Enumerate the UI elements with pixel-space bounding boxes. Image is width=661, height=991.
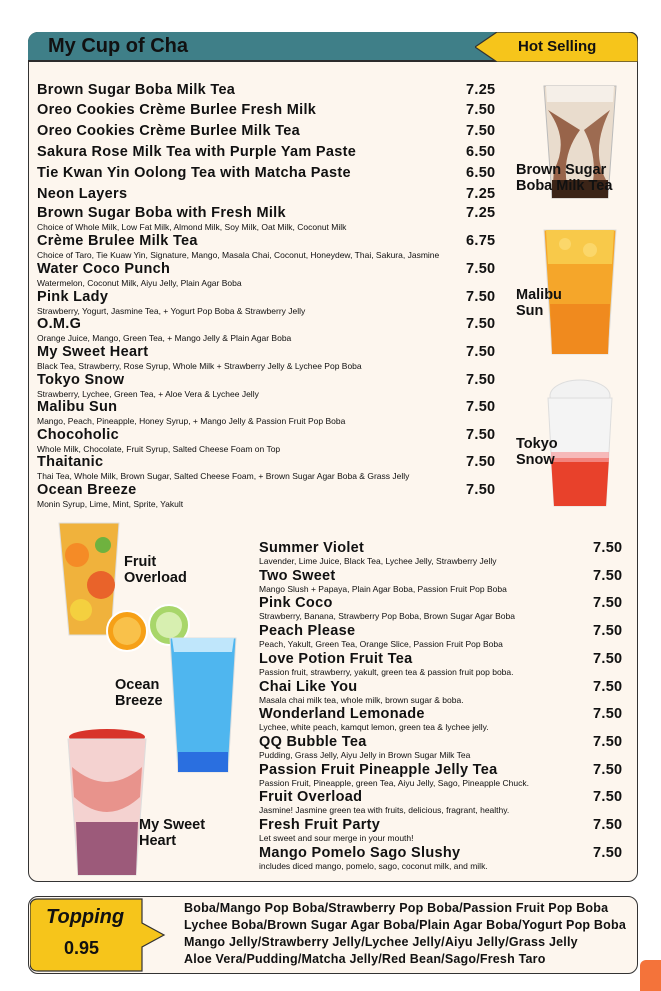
- menu-item-description: Whole Milk, Chocolate, Fruit Syrup, Salted Cheese Foam on Top: [37, 444, 281, 454]
- menu-item-name: Peach Please: [259, 623, 356, 640]
- menu-item-name: Passion Fruit Pineapple Jelly Tea: [259, 761, 498, 778]
- menu-item-price: 7.50: [593, 540, 623, 556]
- ocean-breeze-label: Ocean Breeze: [115, 677, 163, 709]
- menu-item-price: 7.50: [593, 567, 623, 584]
- menu-item-price: 7.50: [466, 316, 496, 332]
- menu-item-name: Tokyo Snow: [37, 372, 125, 388]
- menu-item-name: Summer Violet: [259, 540, 365, 556]
- menu-item-price: 7.50: [466, 399, 496, 415]
- menu-item-description: Strawberry, Banana, Strawberry Pop Boba, Brown Sugar Agar Boba: [259, 611, 515, 622]
- menu-item-price: 7.50: [593, 844, 623, 861]
- menu-item-price: 7.50: [466, 123, 496, 139]
- menu-item-name: Sakura Rose Milk Tea with Purple Yam Paste: [37, 144, 357, 160]
- menu-item-price: 7.50: [466, 102, 496, 118]
- menu-item-name: Neon Layers: [37, 186, 128, 202]
- menu-item-description: Orange Juice, Mango, Green Tea, + Mango Jelly & Plain Agar Boba: [37, 333, 292, 343]
- menu-item-description: Lavender, Lime Juice, Black Tea, Lychee Jelly, Strawberry Jelly: [259, 556, 497, 566]
- hot-selling-label: Hot Selling: [518, 38, 597, 55]
- menu-item-name: Ocean Breeze: [37, 482, 137, 498]
- menu-item-price: 7.50: [593, 789, 623, 806]
- menu-item-name: Pink Lady: [37, 289, 109, 305]
- menu-item-name: Chocoholic: [37, 427, 119, 443]
- topping-title: Topping: [46, 906, 125, 928]
- menu-item-description: Monin Syrup, Lime, Mint, Sprite, Yakult: [37, 499, 184, 509]
- menu-item-name: Thaitanic: [37, 454, 104, 470]
- menu-item-price: 7.50: [593, 761, 623, 778]
- malibu-label: Malibu Sun: [516, 287, 562, 319]
- menu-item-price: 7.50: [466, 261, 496, 277]
- title-bar: [28, 32, 510, 62]
- menu-item-price: 7.50: [593, 678, 623, 695]
- menu-item-name: Love Potion Fruit Tea: [259, 650, 413, 667]
- menu-item-description: Jasmine! Jasmine green tea with fruits, delicious, fragrant, healthy.: [259, 805, 510, 816]
- menu-item-description: Black Tea, Strawberry, Rose Syrup, Whole Milk + Strawberry Jelly & Lychee Pop Boba: [37, 361, 362, 371]
- menu-item-description: Watermelon, Coconut Milk, Aiyu Jelly, Plain Agar Boba: [37, 278, 242, 288]
- menu-item-name: My Sweet Heart: [37, 344, 149, 360]
- menu-item-description: Let sweet and sour merge in your mouth!: [259, 833, 414, 843]
- menu-item-price: 7.25: [466, 82, 496, 98]
- tokyo-snow-label: Tokyo Snow: [516, 436, 558, 468]
- menu-item-name: Chai Like You: [259, 678, 358, 695]
- menu-item-price: 7.50: [466, 482, 496, 498]
- menu-item-name: Crème Brulee Milk Tea: [37, 233, 198, 249]
- brown-sugar-label: Brown Sugar Boba Milk Tea: [516, 162, 613, 194]
- topping-line: Aloe Vera/Pudding/Matcha Jelly/Red Bean/Sago/Fresh Taro: [184, 952, 546, 966]
- hot-selling-badge: [475, 32, 638, 62]
- ocean-breeze-image: [168, 632, 238, 778]
- menu-item-name: Oreo Cookies Crème Burlee Fresh Milk: [37, 102, 317, 118]
- menu-item-description: Choice of Taro, Tie Kuaw Yin, Signature, Mango, Masala Chai, Coconut, Honeydew, Thai, Sakura, Jasmine: [37, 250, 440, 260]
- menu-item-price: 7.50: [466, 372, 496, 388]
- topping-line: Lychee Boba/Brown Sugar Agar Boba/Plain Agar Boba/Yogurt Pop Boba: [184, 918, 626, 932]
- fruit-overload-label: Fruit Overload: [124, 554, 187, 586]
- menu-item-price: 7.25: [466, 186, 496, 202]
- menu-item-name: Water Coco Punch: [37, 261, 171, 277]
- app-corner-icon[interactable]: [640, 960, 661, 991]
- my-sweet-heart-label: My Sweet Heart: [139, 817, 206, 849]
- menu-item-description: Strawberry, Lychee, Green Tea, + Aloe Vera & Lychee Jelly: [37, 389, 259, 399]
- menu-item-price: 7.50: [593, 733, 623, 750]
- menu-item-description: Mango Slush + Papaya, Plain Agar Boba, Passion Fruit Pop Boba: [259, 583, 507, 594]
- menu-item-name: Pink Coco: [259, 595, 333, 612]
- menu-item-price: 7.50: [593, 595, 623, 612]
- menu-item-price: 7.25: [466, 205, 496, 221]
- menu-item-price: 7.50: [593, 817, 623, 833]
- menu-item-price: 7.50: [593, 623, 623, 640]
- topping-line: Boba/Mango Pop Boba/Strawberry Pop Boba/Passion Fruit Pop Boba: [184, 901, 609, 915]
- menu-item-description: Thai Tea, Whole Milk, Brown Sugar, Salted Cheese Foam, + Brown Sugar Agar Boba & Grass Jelly: [37, 471, 410, 481]
- menu-title: My Cup of Cha: [48, 35, 188, 57]
- menu-item-price: 6.50: [466, 165, 496, 181]
- menu-item-name: Fresh Fruit Party: [259, 817, 381, 833]
- menu-item-price: 6.75: [466, 233, 496, 249]
- menu-item-price: 7.50: [466, 454, 496, 470]
- menu-item-description: Pudding, Grass Jelly, Aiyu Jelly in Brown Sugar Milk Tea: [259, 749, 471, 760]
- menu-item-description: Passion Fruit, Pineapple, green Tea, Aiyu Jelly, Sago, Pineapple Chuck.: [259, 777, 529, 788]
- menu-item-description: Lychee, white peach, kamqut lemon, green tea & lychee jelly.: [259, 722, 489, 733]
- menu-item-description: Masala chai milk tea, whole milk, brown sugar & boba.: [259, 694, 464, 705]
- my-sweet-heart-image: [62, 727, 152, 879]
- menu-item-description: Peach, Yakult, Green Tea, Orange Slice, Passion Fruit Pop Boba: [259, 639, 503, 650]
- menu-item-price: 7.50: [466, 289, 496, 305]
- menu-item-price: 7.50: [466, 427, 496, 443]
- menu-item-description: Strawberry, Yogurt, Jasmine Tea, + Yogurt Pop Boba & Strawberry Jelly: [37, 306, 306, 316]
- menu-item-description: Choice of Whole Milk, Low Fat Milk, Almond Milk, Soy Milk, Oat Milk, Coconut Milk: [37, 222, 347, 232]
- menu-item-name: Oreo Cookies Crème Burlee Milk Tea: [37, 123, 300, 139]
- menu-item-price: 7.50: [466, 344, 496, 360]
- menu-item-price: 6.50: [466, 144, 496, 160]
- menu-item-price: 7.50: [593, 650, 623, 667]
- menu-item-name: Two Sweet: [259, 567, 336, 584]
- menu-item-name: Brown Sugar Boba with Fresh Milk: [37, 205, 286, 221]
- menu-item-name: Mango Pomelo Sago Slushy: [259, 844, 461, 861]
- menu-item-description: Mango, Peach, Pineapple, Honey Syrup, + Mango Jelly & Passion Fruit Pop Boba: [37, 416, 346, 426]
- menu-item-name: Malibu Sun: [37, 399, 118, 415]
- topping-line: Mango Jelly/Strawberry Jelly/Lychee Jelly/Aiyu Jelly/Grass Jelly: [184, 935, 578, 949]
- menu-item-name: QQ Bubble Tea: [259, 733, 367, 750]
- menu-item-name: Brown Sugar Boba Milk Tea: [37, 82, 236, 98]
- menu-item-description: Passion fruit, strawberry, yakult, green tea & passion fruit pop boba.: [259, 666, 514, 677]
- topping-price: 0.95: [64, 938, 100, 958]
- menu-item-name: Fruit Overload: [259, 789, 363, 806]
- menu-item-name: Tie Kwan Yin Oolong Tea with Matcha Paste: [37, 165, 351, 181]
- menu-item-name: O.M.G: [37, 316, 82, 332]
- menu-item-description: includes diced mango, pomelo, sago, coconut milk, and milk.: [259, 860, 488, 871]
- menu-item-name: Wonderland Lemonade: [259, 706, 425, 723]
- menu-item-price: 7.50: [593, 706, 623, 723]
